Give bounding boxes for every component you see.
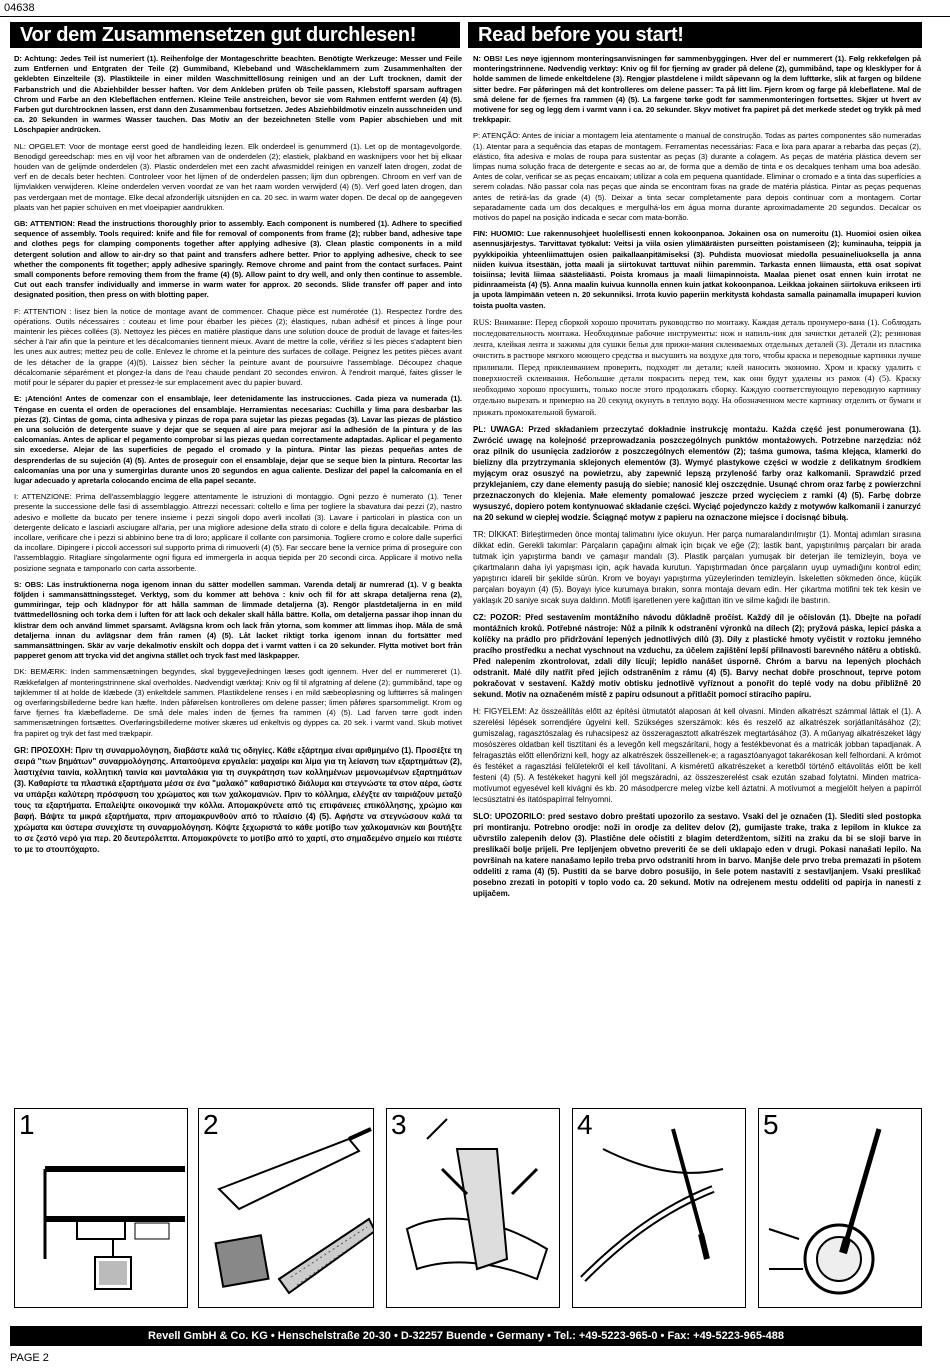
step-number: 2 bbox=[203, 1109, 219, 1140]
paragraph-gr: GR: ΠΡΟΣΟΧΗ: Πριν τη συναρμολόγηση, διαβάστε καλά τις οδηγίες. Κάθε εξάρτημα είναι αριθμημένο (1). Προσέξτε τη σειρά "των βημάτων" συναρμολόγησης. Απαιτούμενα εργαλεία: μαχαίρι και λίμα για τη λείανση των εξαρτημάτων (2), λαστιχένια ταινία, κολλητική ταινία και μανταλάκια για τη συγκράτηση των κολλημένων μεμονωμένων εξαρτημάτων (3). Καθαρίστε τα πλαστικά εξαρτήματα μέσα σε ένα "μαλακό" καθαριστικό διάλυμα και στεγνώστε τα στον αέρα, ώστε να υπάρξει καλύτερη πρόσφυση του χρώματος και των χαλκομανιών. Πριν το κόλλημα, ελέγξτε αν ταιριάζουν μεταξύ τους τα εξαρτήματα. Επαλείψτε οικονομικά την κόλλα. Απομακρύνετε από τις επιφάνειες επικόλλησης, χρώμιο και βαφή. Βάψτε τα μικρά εξαρτήματα, πριν απομακρυνθούν από το πλαίσιο (4) (5). Αφήστε να στεγνώσουν καλά τα χρώματα και ύστερα συνεχίστε τη συναρμολόγηση. Κόψτε ξεχωριστά το κάθε μοτίβο των χαλκομανιών και βουτήξτε το σε ζεστό νερό για περ. 20 δευτερόλεπτα. Απομακρύνετε το μοτίβο από το χαρτί, στο σημαδεμένο σημείο και πιέστε το με το στουπόχαρτο. bbox=[14, 745, 462, 854]
paragraph-nl: NL: OPGELET: Voor de montage eerst goed de handleiding lezen. Elk onderdeel is genummerd (1). Let op de montagevolgorde. Benodigd gereedschap: mes en vijl voor het afbramen van de onderdelen (2); elastiek, plakband en wasknijpers voor het bij elkaar houden van de gelijmde onderdelen (3). Plastic onderdelen met een zacht afwasmiddel reinigen en vanzelf laten drogen, zodat de verf en de decals beter hechten. Controleer voor het lijmen of de onderdelen passen; lijm dun opbrengen. Chroom en verf van de lijmvlakken verwijderen. Kleine onderdelen verven voordat ze van het raam worden verwijderd (4) (5). Verf goed laten drogen, dan pas verdergaan met de montage. Elke decal afzonderlijk uitsnijden en ca. 20 sec. in warm water dopen. De decal op de aangegeven plaats van het papier schuiven en met vloeipapier aandrukken. bbox=[14, 141, 462, 212]
top-rule bbox=[0, 16, 950, 17]
paragraph-fin: FIN: HUOMIO: Lue rakennusohjeet huolellisesti ennen kokoonpanoa. Jokainen osa on numeroitu (1). Huomioi osien oikea asennusjärjestys. Tarvittavat työkalut: Veitsi ja viila osien ylimääräisten purseitten poistamiseen (2); kuminauha, teippiä ja pyykkipoikia yhteenliimattujen osien paikallaanpitämiseksi (3). Puhdista muoviosat miedolla pesuaineliuoksella ja anna niiden kuivua itsestään, jotta maali ja siirtokuvat tarttuvat niihin paremmin. Tarkasta ennen liimausta, että osat sopivat toisiinsa; levitä liimaa säästeliäästi. Poista kromaus ja maali liimapinnoista. Maalaa pienet osat ennen kuin irrotat ne pidinraameista (4) (5). Anna maalin kuivua kunnolla ennen kuin jatkat kokoonpanoa. Leikkaa jokainen siirtokuva erikseen irti ja upota lämpimään veteen n. 20 sekunniksi. Irrota kuvio paperiin merkitystä kohdasta samalla painamalla imupaperi kuvion toista puolta vasten. bbox=[473, 229, 921, 310]
header-english: Read before you start! bbox=[468, 22, 922, 48]
step-number: 1 bbox=[19, 1109, 35, 1140]
paragraph-tr: TR: DİKKAT: Birleştirmeden önce montaj talimatını iyice okuyun. Her parça numaralandırılmıştır (1). Montaj adımları sırasına dikkat edin. Gerekli takımlar: Parçaların çapağını almak için bıçak ve eğe (2); lastik bant, yapıştırılmış parçaları bir arada tutmak için yapıştırma bandı ve çamaşır mandalı (3). Plastik parçaları yumuşak bir deterjan ile temizleyin, boya ve çıkartmaların daha iyi yapışması için, açık havada kurutun. Yapıştırmadan önce parçaların uyup uymadığını kontrol edin; yapıştırıcı idareli bir şekilde sürün. Krom ve boyayı yapıştırma yüzeylerinden temizleyin. İskeletten sökmeden önce, küçük parçaları boyayın (4) (5). Boyayı iyice kurumaya bırakın, sonra montaja devam edin. Her çıkartma motifini tek tek kesin ve yaklaşık 20 saniye sıcak suya daldırın. Motifi işaretlenen yere kağıttan itin ve silme kağıdı ile bastırın. bbox=[473, 529, 921, 605]
knife-file-icon bbox=[199, 1109, 374, 1308]
brush-paint-icon bbox=[759, 1109, 922, 1308]
paragraph-cz: CZ: POZOR: Před sestavením montážního návodu důkladně pročíst. Každý díl je očíslován (1). Dbejte na pořadí montážních kroků. Potřebné nástroje: Nůž a pilník k odstranění výronků na dílech (2); pryžová páska, lepicí páska a kolíčky na prádlo pro přidržování lepených jednotlivých dílů (3). Díly z plastické hmoty vyčistit v roztoku jemného pracího prostředku a nechat vyschnout na vzduchu, za účelem zajištění lepší přilnavosti barevného nátěru a obtisků. Před nalepením zkontrolovat, zdali díly lícují; lepidlo nanášet úsporně. Chróm a barvu na lepených plochách odstranit. Malé díly natřít před jejich odstraněním z rámu (4) (5). Barvy nechat dobře proschnout, teprve potom pokračovat v sestavení. Každý motiv obtisku jednotlivě vyříznout a ponořit do teplé vody na dobu přibližně 20 sekund. Motiv na označeném místě z papíru odsunout a přitlačit pomocí stíracího papíru. bbox=[473, 612, 921, 699]
step-3-panel bbox=[386, 1108, 560, 1308]
step-number: 5 bbox=[763, 1109, 779, 1140]
clamp-glue-icon bbox=[387, 1109, 560, 1308]
paragraph-s: S: OBS: Läs instruktionerna noga igenom innan du sätter modellen samman. Varenda detalj är numrerad (1). V g beakta följden i sammansättningssteget. Verktyg, som du kommer att behöva : kniv och fil för att skrapa detaljerna rena (2), gummiringar, tejp och klädnypor för att hålla samman de limmade detaljerna (3). Rengör plastdetaljerna in en mild tvättmedellösning och torka dem i luften för att lack och dekaler skall hålla bättre. Kolla, om detaljerna passar ihop innan du klistrar dem och använd limmet sparsamt. Avlägsna krom och lack från ytorna, som kommer att limmas ihop. Måla de små detaljerna innan du avlägsnar dem från ramen (4) (5). Låt lacket riktigt torka igenom innan du fortsätter med sammansättningen. Skär av varje dekalmotiv enskilt och doppa det i varmt vatten i ca 20 sekunder. Flytta motivet bort från papperet genom att trycka vid det angivna stället och tryck fast med läskpapper. bbox=[14, 579, 462, 661]
paint-on-frame-icon bbox=[573, 1109, 746, 1308]
numbered-part-icon bbox=[15, 1109, 188, 1308]
paragraph-n: N: OBS! Les nøye igjennom monteringsanvisningen før sammenbyggingen. Hver del er nummerert (1). Følg rekkefølgen på monteringstrinnene. Nødvendig verktøy: Kniv og fil for fjerning av grader på delene (2), gummibånd, tape og klesklyper for å holde sammen de limede enkeltdelene (3). Rengjør plastdelene i mildt såpevann og la dem lufttørke, slik at fargen og bildene sitter bedre. Før påføringen må det kontrolleres om delene passer: Ta på litt lim. Fjern krom og farge på klebeflatene. Mal de små delene før de fjernes fra rammen (4) (5). La fargene tørke godt før sammenmonteringen fortsettes. Skjær ut hvert av motivene for seg og legg dem i varmt vann i ca. 20 sekunder. Skyv motivet fra papiret på det merkede stedet og trykk på med trekkpapir. bbox=[473, 54, 921, 125]
paragraph-h: H: FIGYELEM: Az összeállítás előtt az építési útmutatót alaposan át kell olvasni. Minden alkatrészt számmal láttak el (1). A szerelési lépések sorrendjére ügyelni kell. Szükséges szerszámok: kés és reszelő az alkatrészek sorjátlanításához (2); gumiszalag, ragasztószalag és ruhacsipesz az összeragasztott alkatrészek megtartásához (3). A műanyag alkatrészeket lágy mosószeres oldatban kell tisztítani és a levegőn kell megszárítani, hogy a festékbevonat és a matricák jobban tapadjanak. A felragasztás előtt ellenőrizni kell, hogy az alkatrészek összeillenek-e; a ragasztóanyagot takarékosan kell felhordani. A krómot és festéket a ragasztási felületekről el kell távolítani. A kisméretű alkatrészeket a keretből történő eltávolítás előtt be kell festeni (4) (5). A festékeket hagyni kell jól megszáradni, az összeszerelést csak ezután szabad folytatni. Minden matrica-motívumot egyesével kell kivágni és kb. 20 másodpercre meleg vízbe kell áztatni. A motívumot a megjelölt helyen a papírról lecsúsztatni és itatóspapírral felnyomni. bbox=[473, 706, 921, 804]
footer-address-bar: Revell GmbH & Co. KG • Henschelstraße 20-30 • D-32257 Buende • Germany • Tel.: +49-5223-965-0 • Fax: +49-5223-965-488 bbox=[10, 1326, 922, 1346]
step-4-panel bbox=[572, 1108, 746, 1308]
header-german: Vor dem Zusammensetzen gut durchlesen! bbox=[10, 22, 460, 48]
paragraph-dk: DK: BEMÆRK: Inden sammensætningen begyndes, skal byggevejledningen læses godt igennem. Hver del er nummereret (1). Rækkefølgen af monteringstrinnene skal overholdes. Nødvendigt værktøj: Kniv og fil til afgratning af delene (2); gummibånd, tape og tøjklemmer til at holde de klæbede (3) enkeltdele sammen. Plastikdelene renses i en mild sæbeopløsning og lufttørres så malingen og overføringsbillederne bedre kan hæfte. Inden påførelsen kontrolleres om delene passer; limen påføres sparsommeligt. Krom og farve fjernes fra klæbefladerne. De små dele males inden de fjernes fra rammen (4) (5). Lad farven tørre godt inden sammensætningen fortsættes. Overføringsbillederne motiver skæres ud enkeltvis og dyppes ca. 20 sek. i varmt vand. Skub motivet fra papiret og tryk det fast med trækpapir. bbox=[14, 667, 462, 738]
paragraph-rus: RUS: Внимание: Перед сборкой хорошо прочитать руководство по монтажу. Каждая деталь пронумеро-вана (1). Соблюдать последовательность монтажа. Необходимые рабочие инструменты: нож и напиль-ник для зачистки деталей (2); резиновая лента, клейкая лента и зажимы для сушки белья для прижи-мания склеиваемых отдельных деталей (3). Детали из пластика очистить в растворе мягкого моющего средства и высушить на воздухе для того, чтобы краска и переводные картинки лучше прилипали. Перед приклеиванием проверить, подходят ли детали; клей наносить экономно. Хром и краску удалить с поверхностей склеивания. Небольшие детали покрасить перед тем, как они будут удалены из рамок (4) (5). Краску необходимо хорошо просушить, только после этого продолжать сборку. Каждую соответствующую переводную картинку отдельно вырезать и примерно на 20 секунд окунуть в теплую воду. На обозначенном месте картинку отделить от бумаги и прижать промокательной бумагой. bbox=[473, 317, 921, 417]
paragraph-de: D: Achtung: Jedes Teil ist numeriert (1). Reihenfolge der Montageschritte beachten. Benötigte Werkzeuge: Messer und Feile zum Entfernen und Entgraten der Teile (2) Gummiband, Klebeband und Wäscheklammern zum Zusammenhalten der geklebten Einzelteile (3). Plastikteile in einer milden Waschmittellösung reinigen und an der Luft trocknen, damit der Farbanstrich und die Abziehbilder besser haften. Vor dem Ankleben prüfen ob Teile passen, Klebstoff sparsam auftragen Chrom und Farbe an den Klebeflächen entfernen. Kleine Teile anstreichen, bevor sie vom Rahmen entfernt werden (4) (5). Farben gut durchtrocknen lassen, erst dann den Zusammenbau fortsetzen. Jedes Abziehbildmotiv einzeln ausschneiden und ca. 20 Sekunden in warmes Wasser tauchen. Das Motiv an der bezeichneten Stelle vom Papier abschieben und mit Löschpapier andrücken. bbox=[14, 54, 462, 135]
paragraph-e: E: ¡Atención! Antes de comenzar con el ensamblaje, leer detenidamente las instrucciones. Cada pieza va numerada (1). Téngase en cuenta el orden de operaciones del ensamblaje. Herramientas necesarias: Cuchilla y lima para desbarbar las piezas (2). Cintas de goma, cinta adhesiva y pinzas de ropa para sujetar las piezas pegadas (3). Lavar las piezas de plástico en una solución de detergente suave y dejar que se sequen al aire para mejorar así la adhesión de la pintura y de las calcomanías. Antes de aplicar el pegamento comprobar si las piezas quedan correctamente adaptadas. Aplicar el pegamento sin excederse. Alejar de las superficies de pegado el cromado y la pintura. Pintar las piezas pequeñas antes de desprenderlas de su sujeción (4) (5). Antes de proseguir con el ensamblaje, dejar que se seque bien la pintura. Recortar las calcomanías una por una y sumergirlas durante unos 20 segundos en agua caliente. Deslizar del papel la calcomanía en el lugar adecuado y apretarla colocando encima de ella papel secante. bbox=[14, 394, 462, 485]
right-column bbox=[473, 54, 921, 905]
left-column bbox=[14, 54, 462, 861]
paragraph-i: I: ATTENZIONE: Prima dell'assemblaggio leggere attentamente le istruzioni di montaggio. Ogni pezzo è numerato (1). Tener presente la successione delle fasi di assemblaggio. Attrezzi necessari: coltello e lima per togliere la sbavatura dai pezzi (2), nastro adesivo e mollette da bucato per tenere insieme i pezzi singoli dopo averli incollati (3). Lavare i particolari in plastica con un detergente delicato e lasciarli asciugare all'aria, per una migliore adesione della strato di colore e della figura decalcabile. Prima di incollare, verificare che i pezzi si abbinino bene tra di loro; applicare il collante con parsimonia. Togliere cromo e colore dalle superfici da incollare. Dipingere i piccoli accessori sul supporto prima di rimuoverli (4) (5). Far seccare bene la vernice prima di proseguire con l'assemblaggio. Ritagliare singolarmente ogni figura ed immergerla in acqua tiepida per 20 secondi circa. Applicare il motivo nella posizione segnata e tamponarlo con carta assorbente. bbox=[14, 492, 462, 573]
paragraph-f: F: ATTENTION : lisez bien la notice de montage avant de commencer. Chaque pièce est numérotée (1). Respectez l'ordre des opérations. Outils nécessaires : couteau et lime pour ébarber les pièces (2); élastiques, ruban adhésif et pinces à linge pour maintenir les pièces collées (3). Nettoyez les pièces en matière plastique dans une solution douce de produit de lavage et faites-les sécher à l'air afin que la peinture et les décalcomanies tiennent mieux. Avant de mettre la colle, vérifiez si les pièces s'adaptent bien les unes aux autres; mettez peu de colle. Enlevez le chrome et la peinture des surfaces de collage. Peignez les petites pièces avant de les détacher de la grappe (4)(5). Laissez bien sécher la peinture avant de poursuivre l'assemblage. Découpez chaque décalcomanie séparément et plongez-la dans de l'eau chaude pendant 20 secondes environ. À l'endroit marqué, faites glisser le motif pour le séparer du papier et pressez-le sur emplacement avec du papier buvard. bbox=[14, 306, 462, 388]
paragraph-slo: SLO: UPOZORILO: pred sestavo dobro preštati upozorilo za sestavo. Vsaki del je označen (1). Slediti sled postopka pri montiranju. Potrebno orodje: noži in orodje za delitev delov (2), gumijaste trake, traka z lepilom in klukce za učvrstilo zalepenih delov (3). Plastične dele očistiti z blagim deterdžentom, sižiti na zraku da bi se sloji barve in preslikači bolje prijeli. Pre lepljenjem obvetno preveriti če se deli uklapajo eden v drugi. Pokasi nanašati lepilo. Na površinah na katere nanašamo lepilo treba prvo odstraniti hrom in barvo. Manjše dele prvo treba premazati in pšotem oddeliti z rama (4) (5). Pustiti da se barve dobro posušijo, in šele potem nastaviti z sestavljanjem. Vsaki preslikač posebno zrezati in potopiti v toplo vodo ca. 20 sekund. Motiv na odrejenem mestu oddeliti od papirja in nanesti z upijačem. bbox=[473, 811, 921, 898]
step-5-panel bbox=[758, 1108, 922, 1308]
document-number: 04638 bbox=[4, 2, 35, 14]
page-number: PAGE 2 bbox=[10, 1352, 49, 1364]
paragraph-pl: PL: UWAGA: Przed składaniem przeczytać dokładnie instrukcję montażu. Każda część jest ponumerowana (1). Zwrócić uwagę na kolejność przeprowadzania poszczególnych punktów montażowych. Potrzebne narzędzia: nóż oraz pilnik do usunięcia zadziorów z poszczególnych elementów (2); taśma gumowa, taśma klejąca, klamerki do bielizny dla przytrzymania sklejonych elementów (3). Wymyć plastykowe części w wodzie z delikatnym środkiem myjącym oraz osuszyć na powietrzu, aby zapewnić lepszą przyleność farby oraz kalkomanii. Sprawdzić przed przyklejaniem, czy dane elementy pasują do siebie; nanosić klej oszczędnie. Usunąć chrom oraz farbę z powierzchni przeznaczonych do klejenia. Małe elementy pomalować jeszcze przed wycięciem z ramki (4) (5). Farbę dobrze wysuszyć, dopiero potem kontynuować składanie części. Wyciąć pojedynczo każdy z motywów kalkomanii i zanurzyć na 20 sekund w ciepłej wodzie. Ściągnąć motyw z papieru na oznaczone miejsce i docisnąć bibułą. bbox=[473, 424, 921, 522]
step-number: 4 bbox=[577, 1109, 593, 1140]
paragraph-p: P: ATENÇÃO: Antes de iniciar a montagem leia atentamente o manual de construção. Todas as partes componentes são numeradas (1). Atentar para a sequência das etapas de montagem. Ferramentas necessárias: Faca e lixa para aparar a rebarba das peças (2), elástico, fita adesiva e molas de roupa para sustentar as peças (3) durante a colagem. As peças de matéria plástica devem ser limpas numa solução fraca de detergente e secas ao ar, de forma que a demão de tinta e os decalques tenham uma boa adesão. Antes de colar, verificar se as peças encaixam; utilizar a cola em pequena quantidade. Eliminar o cromado e a tinta das superfícies a serem coladas. Não passar cola nas peças que ainda se encontram fixas na grade de matéria plástica. Pintar as peças pequenas antes de retirá-las da grade (4) (5). Deixar a tinta secar completamente para depois continuar com a montagem. Cortar separadamente cada um dos decalques e mergulhá-los em água morna durante aproximadamente 20 segundos. Decalcar os motivos do papel na posição indicada e secar com mata-borrão. bbox=[473, 131, 921, 223]
step-1-panel bbox=[14, 1108, 188, 1308]
step-2-panel bbox=[198, 1108, 374, 1308]
paragraph-gb: GB: ATTENTION: Read the instructions thoroughly prior to assembly. Each component is numbered (1). Adhere to specified sequence of assembly. Tools required: knife and file for removal of components from frame (2); rubber band, adhesive tape and clothes pegs for clamping components together after applying adhesive (3). Clean plastic components in a mild detergent solution and allow to air-dry so that paint and transfers adhere better. Prior to applying adhesive, check to see whether the components fit together; apply adhesive sparingly. Remove chrome and paint from the contact surfaces. Paint small components before removing them from the frame (4) (5). Allow paint to dry well, and only then continue to assemble. Cut out each transfer individually and immerse in warm water for approx. 20 seconds. Slide transfer off paper and into designated position, then press on with blotting paper. bbox=[14, 219, 462, 300]
step-number: 3 bbox=[391, 1109, 407, 1140]
